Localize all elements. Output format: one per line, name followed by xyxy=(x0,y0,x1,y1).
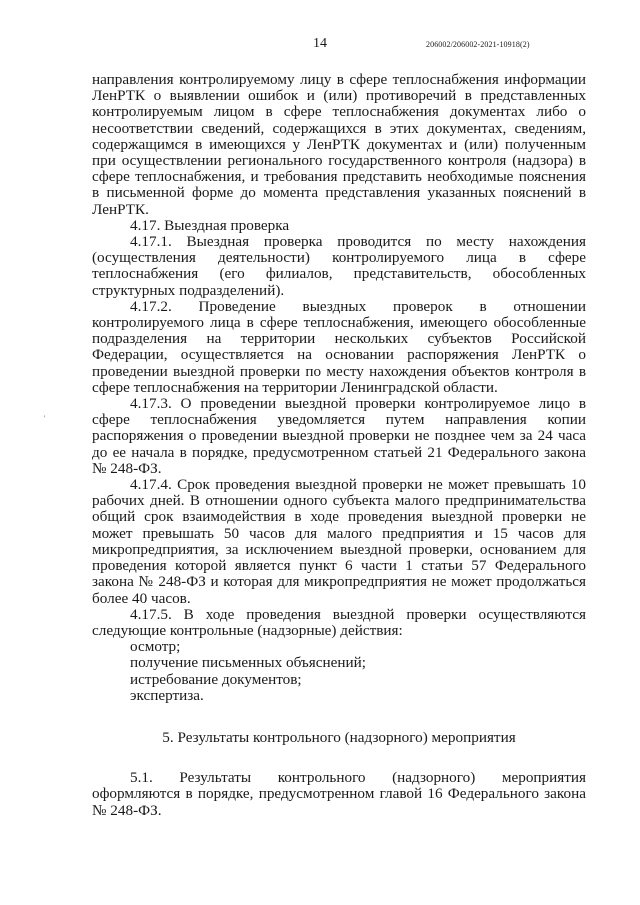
list-item: истребование документов; xyxy=(130,670,302,688)
paragraph-continuation: направления контролируемому лицу в сфере теплоснабжения информации ЛенРТК о выявлении ошибок и (или) противоречий в представленных контролируемым лицом в сфере теплоснабжения документах либо о несоответствии сведений, содержащихся в этих документах, сведениям, содержащимся в имеющихся у ЛенРТК документах и (или) полученным при осуществлении регионального государственного контроля (надзора) в сфере теплоснабжения, и требования представить необходимые пояснения в письменной форме до момента представления указанных пояснений в ЛенРТК. xyxy=(92,71,586,218)
paragraph-subsection-title: 4.17. Выездная проверка xyxy=(130,216,290,234)
list-item: экспертиза. xyxy=(130,686,204,704)
section-heading: 5. Результаты контрольного (надзорного) мероприятия xyxy=(162,728,516,746)
document-body xyxy=(92,72,586,819)
paragraph-4-17-4: 4.17.4. Срок проведения выездной проверки не может превышать 10 рабочих дней. В отношении одного субъекта малого предпринимательства общий срок взаимодействия в ходе проведения выездной проверки не может превышать 50 часов для малого предприятия и 15 часов для микропредприятия, за исключением выездной проверки, основанием для проведения которой является пункт 6 части 1 статьи 57 Федерального закона № 248-ФЗ и которая для микропредприятия не может продолжаться более 40 часов. xyxy=(92,476,586,607)
paragraph-4-17-2: 4.17.2. Проведение выездных проверок в отношении контролируемого лица в сфере теплоснабжения, имеющего обособленные подразделения на территории нескольких субъектов Российской Федерации, осуществляется на основании распоряжения ЛенРТК о проведении выездной проверки по месту нахождения объектов контроля в сфере теплоснабжения на территории Ленинградской области. xyxy=(92,297,586,396)
paragraph-4-17-3: 4.17.3. О проведении выездной проверки контролируемое лицо в сфере теплоснабжения уведомляется путем направления копии распоряжения о проведении выездной проверки не позднее чем за 24 часа до ее начала в порядке, предусмотренном статьей 21 Федерального закона № 248-ФЗ. xyxy=(92,395,586,477)
list-item: осмотр; xyxy=(130,638,181,656)
paragraph-4-17-5: 4.17.5. В ходе проведения выездной проверки осуществляются следующие контрольные (надзорные) действия: xyxy=(92,605,586,639)
list-item: получение письменных объяснений; xyxy=(130,654,366,672)
paragraph-5-1: 5.1. Результаты контрольного (надзорного) мероприятия оформляются в порядке, предусмотренном главой 16 Федерального закона № 248-ФЗ. xyxy=(92,769,586,819)
paragraph-4-17-1: 4.17.1. Выездная проверка проводится по месту нахождения (осуществления деятельности) контролируемого лица в сфере теплоснабжения (его филиалов, представительств, обособленных структурных подразделений). xyxy=(92,233,586,299)
actions-list xyxy=(92,639,586,704)
margin-mark: ' xyxy=(44,414,46,423)
page-number: 14 xyxy=(313,36,327,51)
document-code: 206002/206002-2021-10918(2) xyxy=(426,40,530,49)
